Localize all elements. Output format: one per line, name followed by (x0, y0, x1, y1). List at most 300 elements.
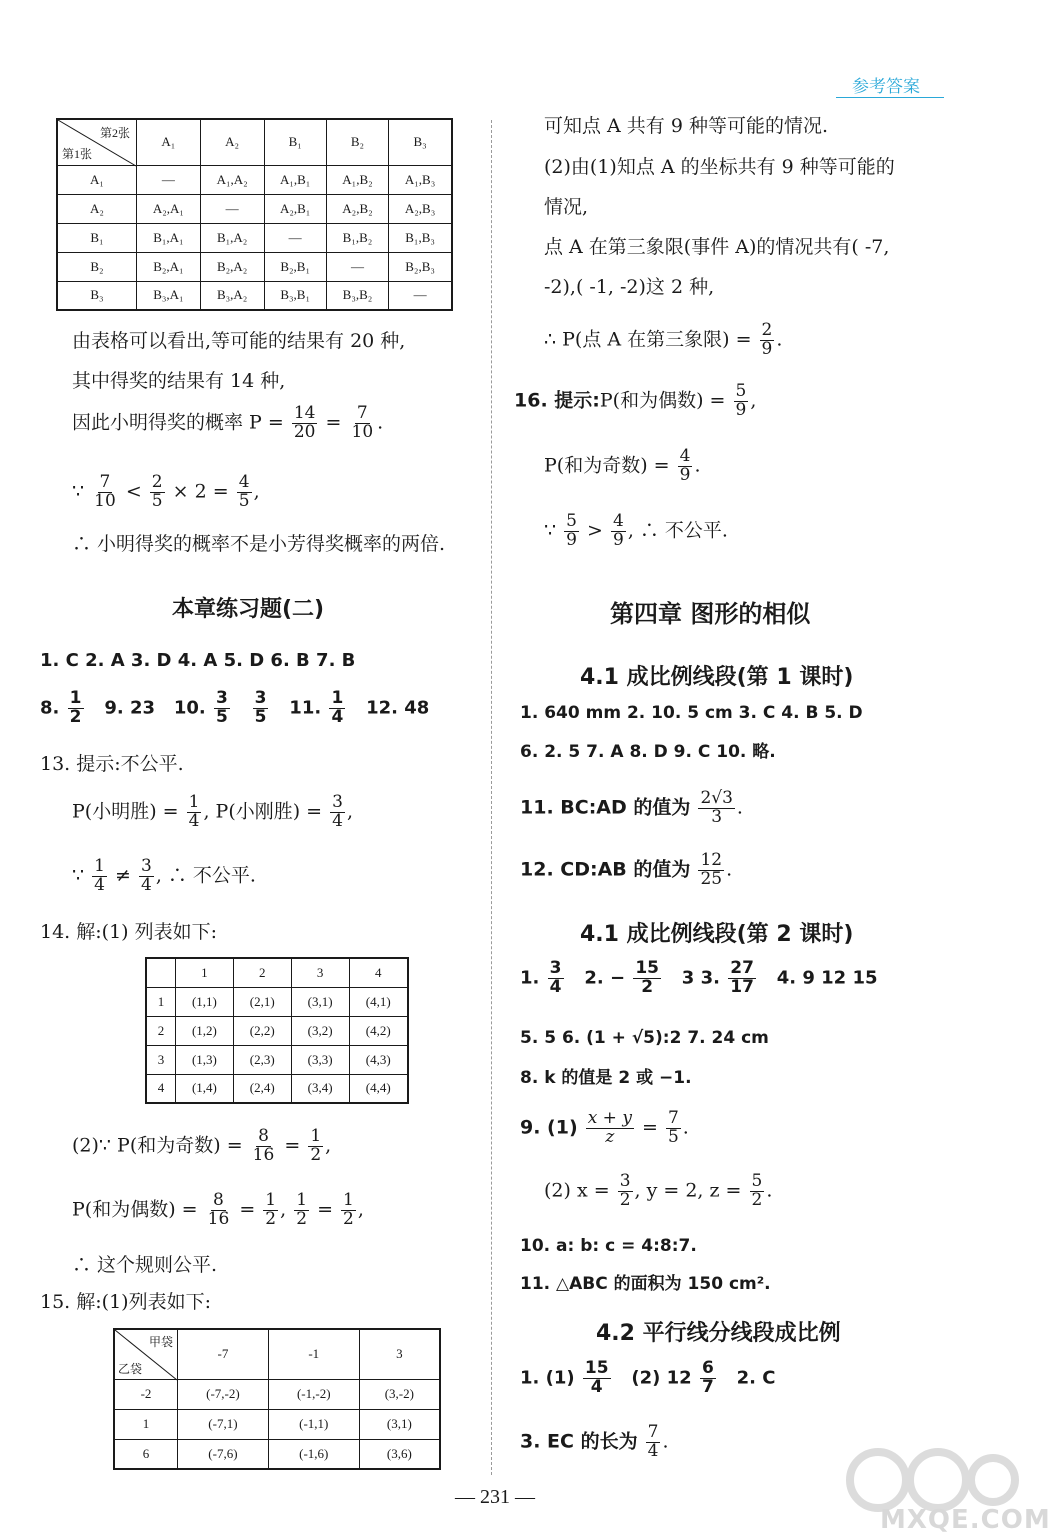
fraction (308, 1128, 323, 1165)
fraction (666, 1110, 681, 1147)
table-cell: — (200, 194, 264, 223)
text-span: 1. (1) (520, 1367, 575, 1389)
denominator: 2 (641, 976, 654, 997)
denominator: 2 (751, 1189, 763, 1210)
table-cell: (1,1) (176, 987, 234, 1016)
answer-line: 1. 640 mm 2. 10. 5 cm 3. C 4. B 5. D (520, 703, 863, 723)
numerator: 7 (647, 1422, 659, 1442)
table-cell: (3,1) (359, 1409, 440, 1439)
section-heading: 4.1 成比例线段(第 1 课时) (580, 665, 854, 690)
denominator: 9 (679, 464, 691, 485)
text-span: P(和为偶数) = (599, 389, 726, 412)
numerator: 15 (635, 958, 659, 978)
col-header: B₂ (326, 119, 388, 165)
corner-top-label: 第2张 (99, 126, 130, 140)
col-header: B₁ (264, 119, 326, 165)
answer-line (520, 1110, 689, 1147)
fraction (150, 474, 165, 511)
prize-table (56, 118, 453, 311)
numerator: x + y (587, 1108, 632, 1128)
denominator: 9 (566, 529, 577, 550)
numerator: 4 (612, 511, 624, 531)
answer-line (520, 1360, 775, 1397)
numerator: 7 (667, 1108, 679, 1128)
text-span: 10. (173, 697, 206, 719)
denominator: 2 (265, 1208, 277, 1229)
table-cell: B₂,B₃ (389, 252, 452, 281)
text-span: 16. 提示: (514, 389, 600, 412)
fraction (586, 1110, 634, 1147)
table-corner (114, 1329, 178, 1379)
numerator: 7 (356, 403, 368, 423)
table-cell: (-1,-2) (268, 1379, 359, 1409)
table-row (114, 1439, 440, 1469)
table-cell: (3,2) (291, 1016, 349, 1045)
text-span: 9. 23 (104, 697, 155, 719)
denominator: 5 (151, 490, 163, 511)
denominator: 5 (254, 706, 267, 727)
fraction (750, 1173, 765, 1210)
row-header: B₃ (57, 281, 137, 310)
text-span: , P(小刚胜) = (203, 800, 323, 823)
row-header: 3 (146, 1045, 176, 1074)
answer-line: 5. 5 6. (1 + √5):2 7. 24 cm (520, 1028, 769, 1048)
text-span: , (325, 1134, 332, 1157)
table-row (57, 194, 452, 223)
text-span: > (587, 519, 603, 542)
table-cell: (4,4) (349, 1074, 408, 1103)
table-cell: A₂,A₁ (137, 194, 201, 223)
text-span: . (776, 328, 783, 351)
table-cell: (1,4) (176, 1074, 234, 1103)
text-span: (2) 12 (631, 1367, 692, 1389)
text-span: ∵ (72, 480, 85, 503)
table-row (146, 1045, 408, 1074)
numerator: 12 (700, 850, 723, 870)
numerator: 1 (94, 856, 105, 876)
numerator: 4 (679, 446, 691, 466)
numerator: 15 (584, 1358, 609, 1378)
row-header: 1 (146, 987, 176, 1016)
table-cell: — (389, 281, 452, 310)
denominator: 7 (701, 1376, 714, 1397)
text-span: P(和为偶数) = (72, 1198, 198, 1221)
table-cell: (2,3) (233, 1045, 291, 1074)
text-line: 可知点 A 共有 9 种等可能的情况. (544, 115, 829, 137)
table-cell: A₁,B₃ (389, 165, 452, 194)
text-span: . (694, 454, 701, 477)
fraction (237, 474, 252, 511)
numerator: 1 (331, 688, 344, 708)
denominator: 2 (619, 1189, 631, 1210)
table-row (57, 252, 452, 281)
text-span: 3 3. (681, 967, 720, 989)
row-header: A₁ (57, 165, 137, 194)
comparison-line (544, 513, 728, 550)
text-span: < (125, 480, 142, 503)
table-cell: (-7,6) (178, 1439, 269, 1469)
text-line: (2)由(1)知点 A 的坐标共有 9 种等可能的 (544, 156, 895, 178)
probability-line (72, 1128, 331, 1165)
table-cell: (2,1) (233, 987, 291, 1016)
fraction (583, 1360, 611, 1397)
table-cell: A₂,B₃ (389, 194, 452, 223)
table-cell: (-1,1) (268, 1409, 359, 1439)
numerator: 2 (761, 320, 773, 340)
numerator: 1 (296, 1190, 308, 1210)
numerator: 2√3 (700, 788, 733, 808)
denominator: 5 (215, 706, 228, 727)
answer-line (40, 690, 429, 727)
table-row (146, 1016, 408, 1045)
probability-line (72, 405, 383, 442)
table-cell: B₂,B₁ (264, 252, 326, 281)
col-header: 3 (359, 1329, 440, 1379)
denominator: 2 (296, 1208, 308, 1229)
fraction (92, 474, 118, 511)
denominator: 2 (69, 706, 82, 727)
text-span: P(和为奇数) = (544, 454, 670, 477)
fraction (646, 1424, 661, 1461)
table-cell: (4,3) (349, 1045, 408, 1074)
row-header: B₁ (57, 223, 137, 252)
fraction (678, 448, 693, 485)
fraction (294, 1192, 309, 1229)
page-number: — 231 — (455, 1486, 535, 1508)
numerator: 7 (99, 472, 111, 492)
comparison-line (72, 858, 256, 895)
denominator: 9 (735, 399, 747, 420)
fraction (292, 405, 318, 442)
col-header: A₂ (200, 119, 264, 165)
numerator: 27 (730, 958, 754, 978)
text-span: , (253, 480, 260, 503)
fraction (139, 858, 154, 895)
numerator: 1 (69, 688, 82, 708)
denominator: 2 (310, 1144, 322, 1165)
answer-line: 1. C 2. A 3. D 4. A 5. D 6. B 7. B (40, 650, 356, 671)
numerator: 6 (701, 1358, 714, 1378)
col-header: A₁ (137, 119, 201, 165)
denominator: 16 (252, 1144, 275, 1165)
table-cell: — (264, 223, 326, 252)
text-line: 点 A 在第三象限(事件 A)的情况共有( -7, (544, 236, 890, 258)
text-span: , ∴ 不公平. (155, 864, 256, 887)
fraction (633, 960, 661, 997)
denominator: z (605, 1126, 615, 1147)
text-span: , (750, 389, 757, 412)
corner-bottom-label: 乙袋 (118, 1361, 143, 1376)
numerator: 1 (343, 1190, 354, 1210)
table-cell: B₁,B₂ (326, 223, 388, 252)
numerator: 3 (332, 792, 343, 812)
table-cell: (-7,-2) (178, 1379, 269, 1409)
text-span: , (357, 1198, 364, 1221)
table-cell: B₂,A₁ (137, 252, 201, 281)
text-span: = (317, 1198, 333, 1221)
fraction (728, 960, 756, 997)
fraction (253, 690, 269, 727)
numerator: 14 (293, 403, 316, 423)
col-header: 2 (233, 958, 291, 987)
header-tag: 参考答案 (852, 77, 920, 97)
text-span: ∵ (72, 864, 85, 887)
question-line: 13. 提示:不公平. (40, 753, 184, 775)
denominator: 5 (238, 490, 250, 511)
numerator: 8 (213, 1190, 224, 1210)
table-cell: (3,3) (291, 1045, 349, 1074)
col-header: -7 (178, 1329, 269, 1379)
table-cell: B₁,A₁ (137, 223, 201, 252)
numerator: 3 (549, 958, 562, 978)
denominator: 17 (730, 976, 754, 997)
text-span: P(小明胜) = (72, 800, 179, 823)
table-row (146, 987, 408, 1016)
text-span: (2)∵ P(和为奇数) = (72, 1134, 243, 1157)
table-cell: (-1,6) (268, 1439, 359, 1469)
question-line: 15. 解:(1)列表如下: (40, 1291, 211, 1313)
text-span: ∵ (544, 519, 557, 542)
text-span: . (726, 858, 733, 881)
text-span: , ∴ 不公平. (627, 519, 728, 542)
text-line: ∴ 小明得奖的概率不是小芳得奖概率的两倍. (72, 533, 446, 555)
corner-bottom-label: 第1张 (62, 146, 93, 161)
denominator: 4 (188, 810, 200, 831)
table-cell: B₃,A₁ (137, 281, 201, 310)
table-row (146, 1074, 408, 1103)
text-span: . (377, 411, 384, 434)
table-corner (146, 958, 176, 987)
denominator: 3 (711, 806, 723, 827)
table-row (57, 281, 452, 310)
text-span: . (766, 1179, 773, 1202)
answer-line: 6. 2. 5 7. A 8. D 9. C 10. 略. (520, 742, 776, 762)
denominator: 4 (140, 874, 152, 895)
fraction (548, 960, 564, 997)
numerator: 3 (254, 688, 267, 708)
fraction (214, 690, 230, 727)
col-header: B₃ (389, 119, 452, 165)
answer-line: 10. a: b: c = 4:8:7. (520, 1236, 697, 1256)
fraction (350, 405, 376, 442)
denominator: 4 (647, 1440, 659, 1461)
table-cell: A₁,A₂ (200, 165, 264, 194)
text-span: 2. − (584, 967, 626, 989)
fraction (68, 690, 84, 727)
denominator: 16 (207, 1208, 230, 1229)
text-span: . (682, 1116, 689, 1139)
text-span: 8. (40, 697, 60, 719)
numerator: 3 (619, 1171, 631, 1191)
table-cell: A₂,B₁ (264, 194, 326, 223)
denominator: 5 (667, 1126, 679, 1147)
watermark-text: MXQE.COM (880, 1505, 1051, 1535)
text-span: = (325, 411, 342, 434)
numerator: 1 (310, 1126, 322, 1146)
answer-line (520, 1424, 669, 1461)
denominator: 25 (700, 868, 723, 889)
table-cell: — (137, 165, 201, 194)
fraction (611, 513, 626, 550)
text-span: . (736, 796, 743, 819)
question-line: 14. 解:(1) 列表如下: (40, 921, 218, 943)
text-span: 11. BC:AD 的值为 (520, 796, 691, 819)
denominator: 4 (332, 810, 343, 831)
table-row (114, 1379, 440, 1409)
fraction (700, 1360, 716, 1397)
table-cell: — (326, 252, 388, 281)
numerator: 4 (238, 472, 250, 492)
fraction (734, 383, 749, 420)
fraction (187, 794, 202, 831)
text-span: , (346, 800, 354, 823)
probability-line (514, 383, 756, 420)
text-span: . (662, 1430, 669, 1453)
col-header: 3 (291, 958, 349, 987)
table-cell: (2,4) (233, 1074, 291, 1103)
table-cell: A₂,B₂ (326, 194, 388, 223)
section-heading: 4.1 成比例线段(第 2 课时) (580, 922, 854, 947)
column-divider (491, 120, 492, 1475)
denominator: 9 (612, 529, 624, 550)
table-cell: (3,4) (291, 1074, 349, 1103)
text-span: , (280, 1198, 287, 1221)
text-span: = (284, 1134, 301, 1157)
table-cell: (3,-2) (359, 1379, 440, 1409)
numerator: 1 (188, 792, 200, 812)
numerator: 3 (215, 688, 228, 708)
answer-line (520, 960, 878, 997)
probability-line (72, 794, 353, 831)
text-span: 因此小明得奖的概率 P = (72, 411, 284, 434)
fraction (618, 1173, 633, 1210)
text-span: 2. C (736, 1367, 776, 1389)
text-span: ∴ P(点 A 在第三象限) = (544, 328, 752, 351)
table-cell: B₃,B₁ (264, 281, 326, 310)
fraction (206, 1192, 232, 1229)
sum-table (145, 957, 409, 1104)
answer-line: 11. △ABC 的面积为 150 cm². (520, 1274, 771, 1294)
text-span: 4. 9 12 15 (776, 967, 878, 989)
corner-top-label: 甲袋 (148, 1335, 173, 1349)
table-cell: (1,2) (176, 1016, 234, 1045)
row-header: -2 (114, 1379, 178, 1409)
probability-line (544, 448, 701, 485)
row-header: B₂ (57, 252, 137, 281)
header-underline (836, 97, 944, 98)
chapter-title: 第四章 图形的相似 (610, 600, 811, 628)
table-row (114, 1409, 440, 1439)
denominator: 4 (94, 874, 105, 895)
numerator: 5 (566, 511, 577, 531)
numerator: 1 (265, 1190, 277, 1210)
text-span: ≠ (115, 864, 131, 887)
text-span: = (239, 1198, 256, 1221)
fraction (341, 1192, 356, 1229)
table-cell: A₁,B₂ (326, 165, 388, 194)
table-cell: (2,2) (233, 1016, 291, 1045)
denominator: 4 (331, 706, 344, 727)
col-header: 4 (349, 958, 408, 987)
section-heading: 4.2 平行线分线段成比例 (596, 1321, 841, 1346)
text-span: 12. CD:AB 的值为 (520, 858, 691, 881)
text-span: 11. (289, 697, 322, 719)
table-cell: B₁,A₂ (200, 223, 264, 252)
fraction (698, 852, 724, 889)
col-header: 1 (176, 958, 234, 987)
text-span: × 2 = (172, 480, 229, 503)
answer-line (520, 790, 743, 827)
text-line: ∴ 这个规则公平. (72, 1254, 218, 1276)
comparison-line (72, 474, 260, 511)
text-line: -2),( -1, -2)这 2 种, (544, 276, 715, 298)
fraction (251, 1128, 277, 1165)
row-header: 4 (146, 1074, 176, 1103)
text-line: 情况, (544, 196, 589, 218)
table-cell: B₂,A₂ (200, 252, 264, 281)
table-corner (57, 119, 137, 165)
denominator: 10 (94, 490, 116, 511)
table-cell: (4,2) (349, 1016, 408, 1045)
table-cell: A₁,B₁ (264, 165, 326, 194)
row-header: A₂ (57, 194, 137, 223)
fraction (330, 794, 345, 831)
table-cell: B₃,A₂ (200, 281, 264, 310)
text-span: = (641, 1116, 658, 1139)
fraction (329, 690, 345, 727)
table-cell: (4,1) (349, 987, 408, 1016)
denominator: 10 (351, 421, 374, 442)
denominator: 2 (343, 1208, 354, 1229)
text-span: , y = 2, z = (634, 1179, 742, 1202)
numerator: 5 (751, 1171, 763, 1191)
row-header: 1 (114, 1409, 178, 1439)
answer-line (520, 852, 732, 889)
probability-line (72, 1192, 364, 1229)
table-cell: B₁,B₃ (389, 223, 452, 252)
denominator: 4 (549, 976, 562, 997)
denominator: 4 (590, 1376, 603, 1397)
section-heading: 本章练习题(二) (172, 597, 325, 622)
table-cell: (1,3) (176, 1045, 234, 1074)
text-span: 3. EC 的长为 (520, 1430, 638, 1453)
fraction (698, 790, 734, 827)
text-line: 由表格可以看出,等可能的结果有 20 种, (72, 330, 406, 352)
col-header: -1 (268, 1329, 359, 1379)
denominator: 9 (761, 338, 773, 359)
fraction (564, 513, 579, 550)
fraction (92, 858, 107, 895)
answer-line (544, 1173, 772, 1210)
table-cell: (3,1) (291, 987, 349, 1016)
table-row (57, 223, 452, 252)
numerator: 2 (151, 472, 163, 492)
probability-line (544, 322, 782, 359)
row-header: 6 (114, 1439, 178, 1469)
table-cell: (-7,1) (178, 1409, 269, 1439)
table-row (57, 165, 452, 194)
fraction (263, 1192, 278, 1229)
row-header: 2 (146, 1016, 176, 1045)
fraction (760, 322, 775, 359)
bag-table (113, 1328, 441, 1470)
text-span: 9. (1) (520, 1116, 578, 1139)
numerator: 8 (258, 1126, 269, 1146)
text-span: 12. 48 (366, 697, 430, 719)
text-line: 其中得奖的结果有 14 种, (72, 370, 286, 392)
table-cell: B₃,B₂ (326, 281, 388, 310)
text-span: (2) x = (544, 1179, 610, 1202)
